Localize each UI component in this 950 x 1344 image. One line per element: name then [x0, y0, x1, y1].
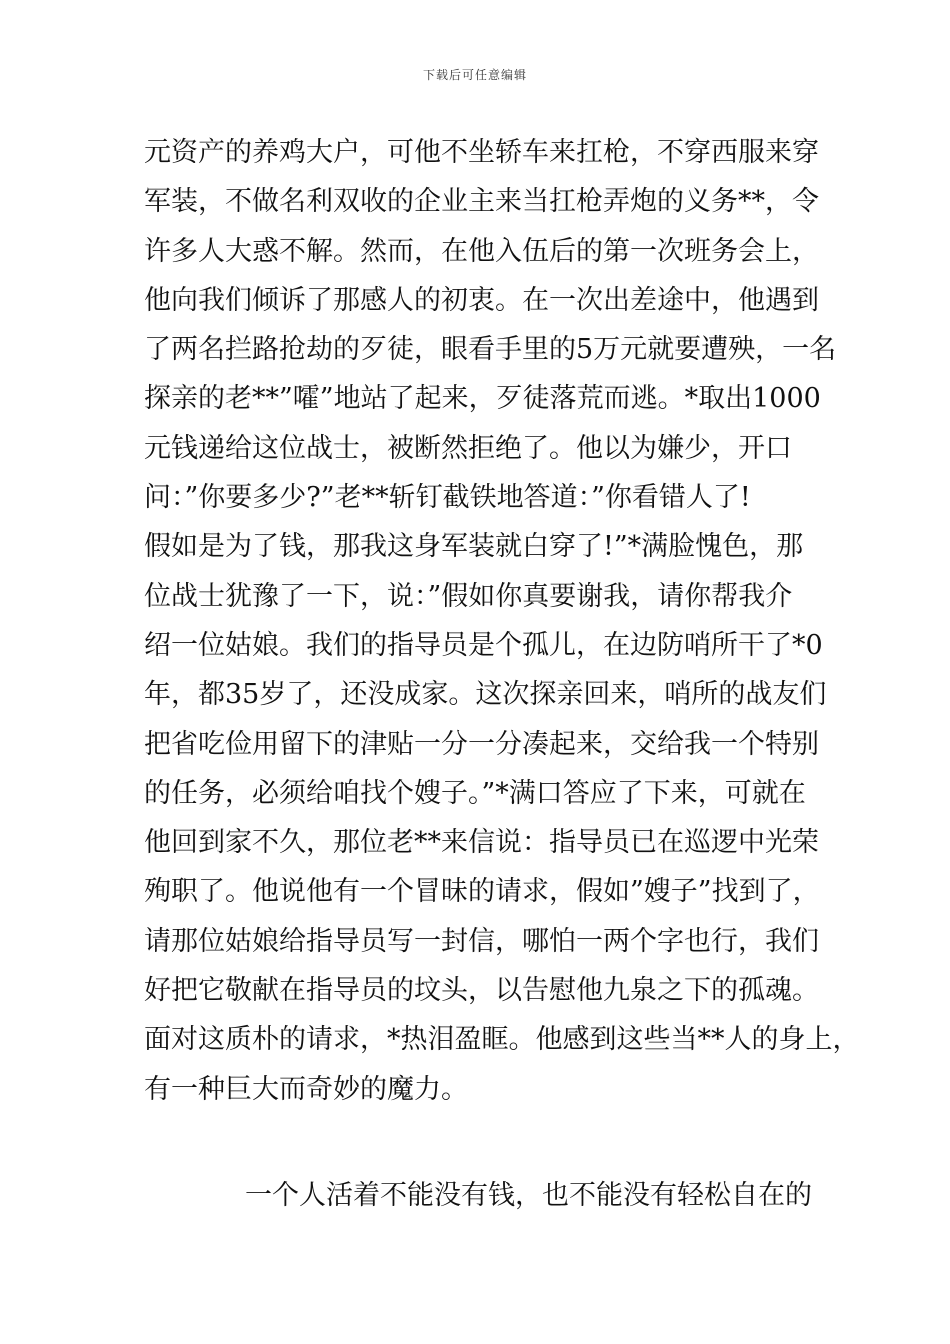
text-line: 绍一位姑娘。我们的指导员是个孤儿，在边防哨所干了*0	[144, 629, 823, 661]
text-line: 请那位姑娘给指导员写一封信，哪怕一两个字也行，我们	[144, 925, 819, 957]
text-line: 了两名拦路抢劫的歹徒，眼看手里的5万元就要遭殃，一名	[144, 334, 837, 366]
text-line: 许多人大惑不解。然而，在他入伍后的第一次班务会上，	[144, 235, 819, 267]
text-line: 把省吃俭用留下的津贴一分一分凑起来，交给我一个特别	[144, 728, 819, 760]
text-line: 探亲的老**”嚯”地站了起来，歹徒落荒而逃。*取出1000	[144, 383, 821, 415]
text-line: 他回到家不久，那位老**来信说：指导员已在巡逻中光荣	[144, 827, 819, 859]
paragraph-1	[144, 128, 860, 1114]
text-line: 问：”你要多少?”老**斩钉截铁地答道：”你看错人了!	[144, 482, 751, 514]
text-line: 他向我们倾诉了那感人的初衷。在一次出差途中，他遇到	[144, 284, 819, 316]
text-line: 殉职了。他说他有一个冒昧的请求，假如”嫂子”找到了，	[144, 876, 820, 908]
page-header: 下载后可任意编辑	[422, 68, 527, 82]
text-line: 好把它敬献在指导员的坟头，以告慰他九泉之下的孤魂。	[144, 975, 819, 1007]
text-line: 军装，不做名利双收的企业主来当扛枪弄炮的义务**，令	[144, 186, 819, 218]
text-line: 年，都35岁了，还没成家。这次探亲回来，哨所的战友们	[144, 679, 827, 711]
paragraph-2: 一个人活着不能没有钱，也不能没有轻松自在的	[245, 1180, 812, 1211]
text-line: 面对这质朴的请求，*热泪盈眶。他感到这些当**人的身上，	[144, 1024, 860, 1056]
text-line: 位战士犹豫了一下，说：”假如你真要谢我，请你帮我介	[144, 580, 793, 612]
text-line: 假如是为了钱，那我这身军装就白穿了!”*满脸愧色，那	[144, 531, 804, 563]
text-line: 有一种巨大而奇妙的魔力。	[144, 1073, 468, 1105]
text-line: 元资产的养鸡大户，可他不坐轿车来扛枪，不穿西服来穿	[144, 137, 819, 168]
text-line: 的任务，必须给咱找个嫂子。”*满口答应了下来，可就在	[144, 777, 806, 809]
text-line: 元钱递给这位战士，被断然拒绝了。他以为嫌少，开口	[144, 432, 792, 464]
